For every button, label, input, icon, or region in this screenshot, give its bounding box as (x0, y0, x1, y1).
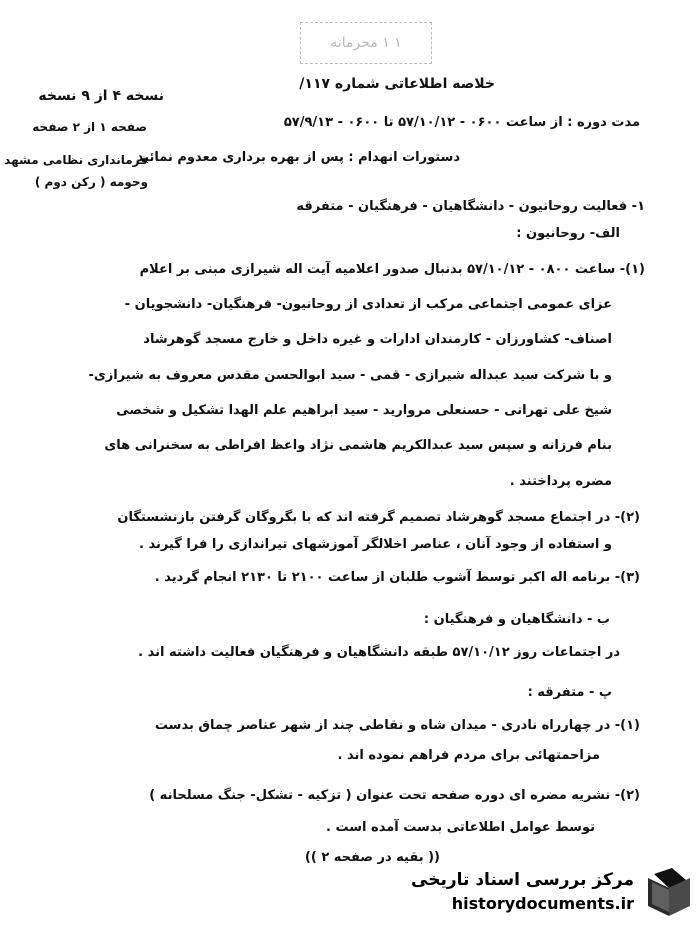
item-2-line: (۲)- در اجتماع مسجد گوهرشاد تصمیم گرفته اند که با بگروگان گرفتن بازنشستگان (117, 510, 640, 525)
item-1-line: شیخ علی تهرانی - حسنعلی مروارید - سید ابراهیم علم الهدا تشکیل و شخصی (116, 403, 612, 418)
report-period: مدت دوره : از ساعت ۰۶۰۰ - ۵۷/۱۰/۱۲ تا ۰۶۰۰ - ۵۷/۹/۱۳ (283, 115, 640, 130)
subsection-a-heading: الف- روحانیون : (516, 226, 620, 241)
issuer-line-2: وحومه ( رکن دوم ) (34, 175, 148, 189)
archive-name-fa: مرکز بررسی اسناد تاریخی (411, 870, 634, 890)
subsection-b-text: در اجتماعات روز ۵۷/۱۰/۱۲ طبقه دانشگاهیان و فرهنگیان فعالیت داشته اند . (138, 645, 620, 660)
item-1-line: و با شرکت سید عبداله شیرازی - قمی - سید ابوالحسن مقدس معروف به شیرازی- (88, 368, 612, 383)
document-title: خلاصه اطلاعاتی شماره ۱۱۷/ (299, 76, 495, 92)
item-3-line: (۳)- برنامه اله اکبر توسط آشوب طلبان از ساعت ۲۱۰۰ تا ۲۱۳۰ انجام گردید . (154, 570, 640, 585)
archive-watermark (410, 858, 700, 920)
p-item-1-line: (۱)- در چهارراه نادری - میدان شاه و نقاطی چند از شهر عناصر چماق بدست (154, 718, 640, 733)
subsection-b-heading: ب - دانشگاهیان و فرهنگیان : (423, 612, 610, 627)
issuer-line-1: فرمانداری نظامی مشهد (4, 153, 148, 167)
item-2-line: و استفاده از وجود آنان ، عناصر اخلالگر آموزشهای تیراندازی را فرا گیرند . (138, 537, 612, 552)
item-1-line: عزای عمومی اجتماعی مرکب از تعدادی از روحانیون- فرهنگیان- دانشجویان - (124, 297, 612, 312)
p-item-2-line: توسط عوامل اطلاعاتی بدست آمده است . (326, 820, 595, 835)
archive-url: historydocuments.ir (451, 894, 634, 913)
item-1-line: بنام فرزانه و سپس سید عبدالکریم هاشمی نژاد واعظ افراطی به سخنرانی های (104, 438, 612, 453)
archive-book-icon (642, 866, 696, 920)
item-1-line: مضره پرداختند . (509, 474, 612, 489)
page-number: صفحه ۱ از ۲ صفحه (32, 120, 147, 134)
continuation-note: (( بقیه در صفحه ۲ )) (304, 850, 440, 865)
p-item-2-line: (۲)- نشریه مضره ای دوره صفحه تحت عنوان ( تزکیه - تشکل- جنگ مسلحانه ) (149, 788, 640, 803)
subsection-p-heading: پ - متفرقه : (527, 685, 612, 700)
p-item-1-line: مزاحمتهائی برای مردم فراهم نموده اند . (337, 748, 600, 763)
item-1-line: اصناف- کشاورزان - کارمندان ادارات و غیره داخل و خارج مسجد گوهرشاد (143, 332, 612, 347)
destruction-orders: دستورات انهدام : پس از بهره برداری معدوم نمائید (136, 150, 460, 165)
classification-stamp: ۱ ۱ محرمانه (300, 22, 432, 64)
section-1-heading: ۱- فعالیت روحانیون - دانشگاهیان - فرهنگیان - متفرقه (296, 199, 645, 214)
item-1-line: (۱)- ساعت ۰۸۰۰ - ۵۷/۱۰/۱۲ بدنبال صدور اعلامیه آیت اله شیرازی مبنی بر اعلام (139, 262, 645, 277)
copy-number: نسخه ۴ از ۹ نسخه (38, 88, 164, 104)
